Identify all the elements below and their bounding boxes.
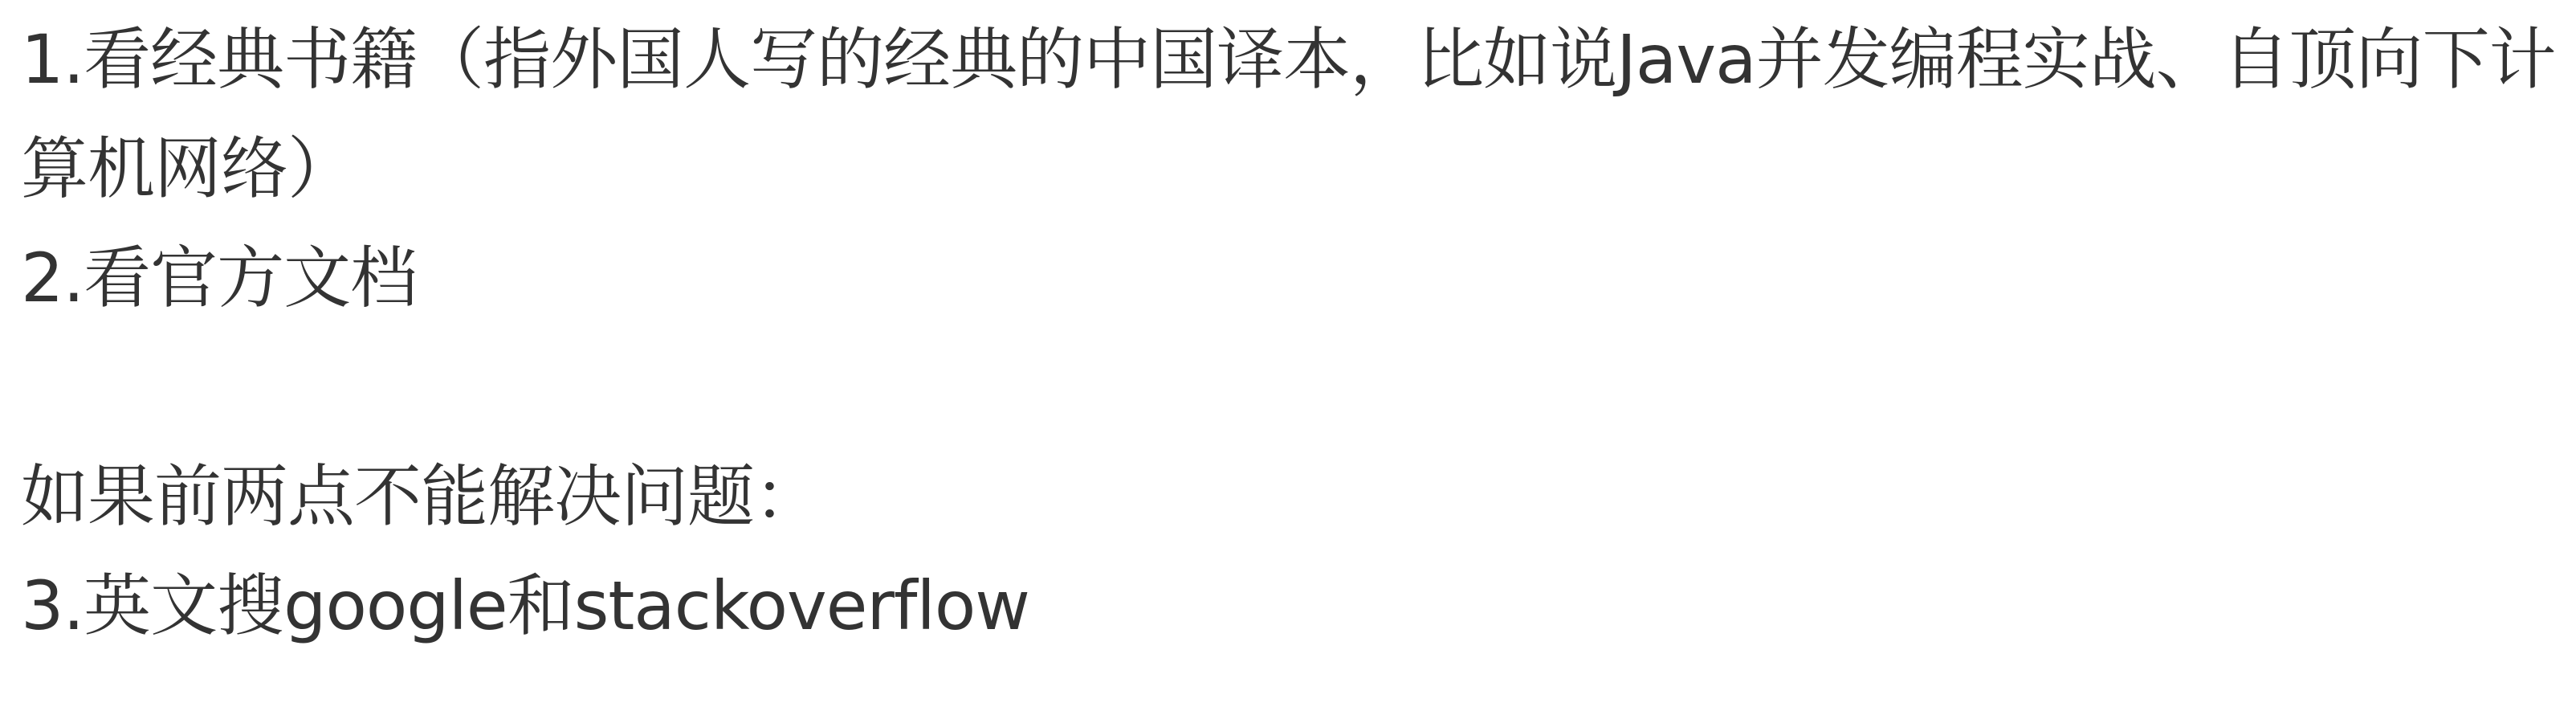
- list-item-2: 2.看官方文档: [21, 239, 418, 317]
- list-item-3: 3.英文搜google和stackoverflow: [21, 566, 1029, 645]
- list-item-1: 1.看经典书籍（指外国人写的经典的中国译本，比如说Java并发编程实战、自顶向下计算机网络）: [21, 20, 2556, 208]
- condition-text: 如果前两点不能解决问题：: [21, 457, 821, 536]
- document-body: [21, 5, 2566, 660]
- blank-line: [21, 333, 2566, 442]
